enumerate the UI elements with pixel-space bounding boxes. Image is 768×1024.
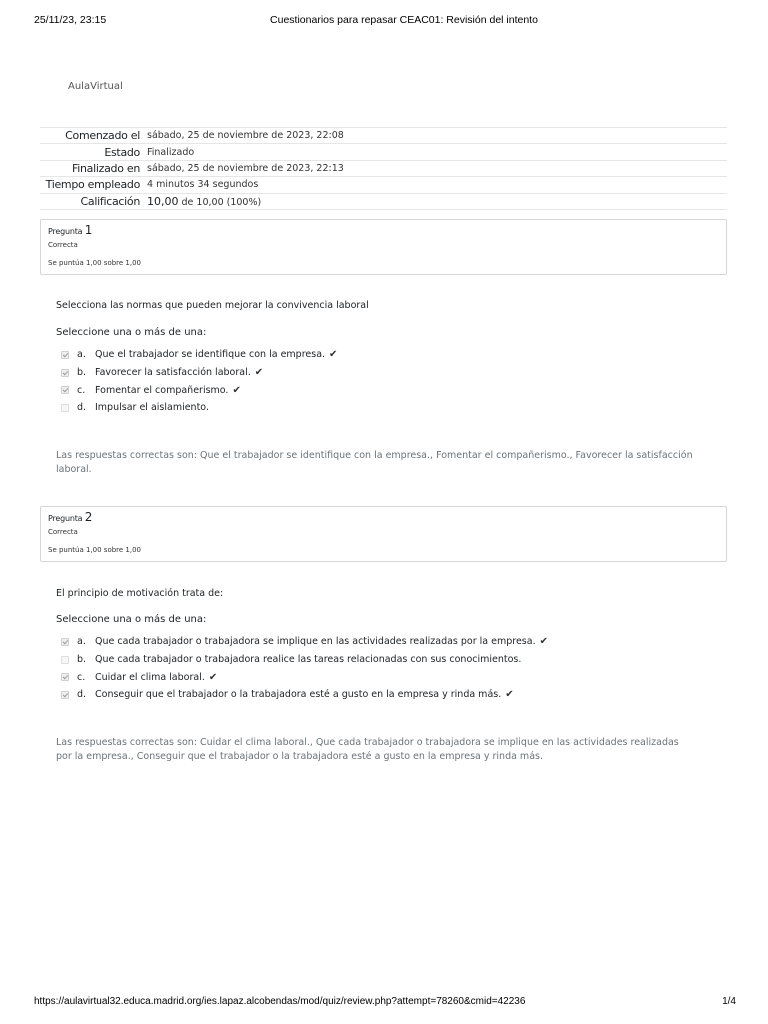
- correct-check-icon: ✔: [329, 349, 338, 361]
- question-number: [48, 510, 92, 524]
- summary-label: Finalizado en: [72, 161, 140, 175]
- print-date: 25/11/23, 23:15: [34, 14, 107, 26]
- summary-row: [40, 128, 727, 144]
- answer-checkbox[interactable]: [61, 404, 69, 412]
- summary-value: Finalizado: [147, 146, 195, 158]
- answer-letter: b.: [77, 367, 87, 379]
- answer-text: Que cada trabajador o trabajadora realice las tareas relacionadas con sus conocimientos.: [95, 654, 522, 666]
- summary-row: [40, 193, 727, 209]
- answer-option[interactable]: [61, 381, 337, 399]
- answer-letter: a.: [77, 349, 86, 361]
- answer-text: Impulsar el aislamiento.: [95, 402, 209, 414]
- answer-option[interactable]: [61, 651, 548, 669]
- question-number-value: 1: [84, 223, 93, 237]
- print-url: https://aulavirtual32.educa.madrid.org/ies.lapaz.alcobendas/mod/quiz/review.php?attempt=78260&cmid=42236: [34, 996, 526, 1007]
- summary-value: [147, 193, 727, 209]
- answer-option[interactable]: [61, 346, 337, 364]
- grade-total: de 10,00 (100%): [181, 196, 262, 208]
- correct-check-icon: ✔: [208, 671, 218, 683]
- answer-checkbox[interactable]: [61, 386, 69, 394]
- answer-letter: b.: [77, 654, 87, 666]
- correct-answers-feedback: Las respuestas correctas son: Que el trabajador se identifique con la empresa., Fomentar el compañerismo., Favorecer la satisfacción laboral.: [56, 450, 693, 475]
- answer-text: Que el trabajador se identifique con la empresa.: [95, 349, 326, 361]
- print-title: Cuestionarios para repasar CEAC01: Revisión del intento: [270, 14, 538, 26]
- answer-checkbox[interactable]: [61, 673, 69, 681]
- summary-row: [40, 160, 727, 176]
- site-name-link[interactable]: AulaVirtual: [68, 81, 123, 92]
- answer-letter: d.: [77, 689, 87, 701]
- grade-score: 10,00: [147, 194, 179, 208]
- summary-row: [40, 144, 727, 160]
- question-grade: Se puntúa 1,00 sobre 1,00: [48, 259, 142, 267]
- answer-letter: c.: [77, 671, 86, 683]
- answer-checkbox[interactable]: [61, 656, 69, 664]
- answer-text: Conseguir que el trabajador o la trabajadora esté a gusto en la empresa y rinda más.: [95, 689, 502, 701]
- question-number-value: 2: [84, 510, 93, 524]
- print-header: [0, 14, 768, 30]
- question-heading: Pregunta: [48, 514, 83, 523]
- answer-option[interactable]: [61, 668, 548, 686]
- summary-label: Calificación: [80, 194, 140, 208]
- answer-text: Fomentar el compañerismo.: [95, 384, 229, 396]
- answer-checkbox[interactable]: [61, 369, 69, 377]
- correct-check-icon: ✔: [505, 689, 514, 701]
- answer-prompt: Seleccione una o más de una:: [56, 614, 207, 625]
- summary-value: sábado, 25 de noviembre de 2023, 22:08: [147, 130, 344, 142]
- attempt-summary-table: [40, 127, 727, 210]
- answer-option[interactable]: [61, 399, 337, 417]
- answer-checkbox[interactable]: [61, 638, 69, 646]
- print-page-number: 1/4: [722, 996, 736, 1007]
- answer-checkbox[interactable]: [61, 351, 69, 359]
- question-state: Correcta: [48, 528, 78, 536]
- question-text: Selecciona las normas que pueden mejorar la convivencia laboral: [56, 300, 369, 311]
- summary-value: 4 minutos 34 segundos: [147, 179, 259, 191]
- answer-prompt: Seleccione una o más de una:: [56, 327, 207, 338]
- answer-list: [61, 633, 548, 704]
- summary-value: sábado, 25 de noviembre de 2023, 22:13: [147, 162, 344, 174]
- correct-check-icon: ✔: [539, 636, 548, 648]
- answer-letter: c.: [77, 384, 86, 396]
- answer-text: Favorecer la satisfacción laboral.: [95, 367, 251, 379]
- question-info-box: [40, 506, 727, 562]
- answer-text: Cuidar el clima laboral.: [95, 671, 205, 683]
- question-text: El principio de motivación trata de:: [56, 588, 224, 599]
- correct-check-icon: ✔: [254, 367, 264, 379]
- answer-option[interactable]: [61, 364, 337, 382]
- correct-answers-feedback: Las respuestas correctas son: Cuidar el clima laboral., Que cada trabajador o trabajadora se implique en las actividades realizadas por la empresa., Conseguir que el trabajador o la trabajadora esté a gusto en la empresa y rinda más.: [56, 737, 679, 762]
- summary-label: Comenzado el: [65, 129, 140, 143]
- question-heading: Pregunta: [48, 227, 83, 236]
- answer-letter: a.: [77, 636, 86, 648]
- question-grade: Se puntúa 1,00 sobre 1,00: [48, 546, 142, 554]
- summary-label: Estado: [104, 145, 140, 159]
- answer-list: [61, 346, 337, 417]
- question-number: [48, 223, 92, 237]
- question-info-box: [40, 219, 727, 275]
- answer-text: Que cada trabajador o trabajadora se implique en las actividades realizadas por la empresa.: [95, 636, 536, 648]
- answer-letter: d.: [77, 402, 87, 414]
- question-state: Correcta: [48, 241, 78, 249]
- summary-row: [40, 177, 727, 193]
- answer-checkbox[interactable]: [61, 691, 69, 699]
- summary-label: Tiempo empleado: [45, 178, 140, 192]
- print-footer: [0, 996, 768, 1010]
- answer-option[interactable]: [61, 633, 548, 651]
- correct-check-icon: ✔: [232, 384, 241, 396]
- answer-option[interactable]: [61, 686, 548, 704]
